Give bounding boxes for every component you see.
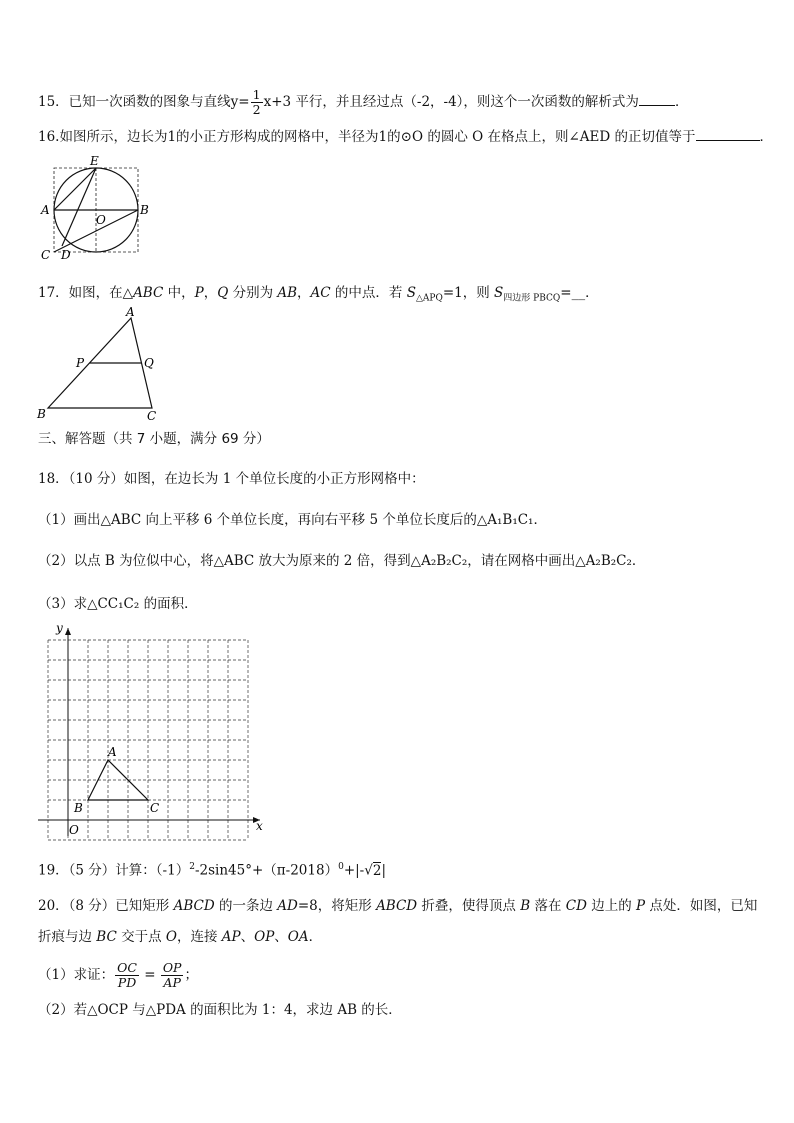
q20-l2d: 、: [240, 929, 255, 945]
q17-label-q: Q: [144, 356, 154, 370]
q17-line: [38, 284, 599, 308]
q17-point-q: Q: [217, 285, 229, 301]
q17-label-p: P: [76, 356, 85, 370]
q20-seg-ap: AP: [221, 929, 241, 945]
q20-point-o: O: [165, 929, 177, 945]
q17-text-h: =__．: [560, 285, 599, 301]
q17-text-a: 17．如图，在△: [38, 285, 134, 301]
q15-line: [38, 88, 688, 117]
q20-l2f: ．: [308, 929, 323, 945]
q17-side-ac: AC: [310, 285, 331, 301]
q19-text-d: |: [381, 862, 386, 879]
q20-l1f: 边上的: [586, 898, 636, 914]
q20-equals: =: [139, 967, 160, 983]
q20-point-p: P: [636, 898, 646, 914]
q19-text-b: -2sin45°+（π-2018）: [194, 862, 339, 879]
q20-part1: [38, 960, 198, 990]
q17-area-s2-sub: 四边形 PBCQ: [503, 293, 561, 304]
q15-end: ．: [674, 94, 689, 110]
q17-area-s1-sub: △APQ: [415, 293, 443, 304]
q16-line: [38, 126, 773, 146]
q19-text-c: +|-: [343, 862, 365, 879]
q16-label-b: B: [140, 203, 149, 217]
q15-text-a: 15．已知一次函数的图象与直线y=: [38, 94, 250, 110]
q18-label-c: C: [150, 801, 160, 815]
q17-text-e: ，: [297, 285, 311, 301]
q17-text-f: 的中点．若: [330, 285, 407, 301]
q17-triangle-abc: ABC: [133, 285, 164, 301]
q20-line2: [38, 928, 322, 946]
q15-frac-den: 2: [252, 102, 261, 117]
q18-label-o: O: [69, 823, 79, 837]
q18-grid-figure: [36, 622, 276, 838]
q18-label-a: A: [108, 745, 117, 759]
q20-l1e: 落在: [530, 898, 566, 914]
q16-text: 16.如图所示，边长为1的小正方形构成的网格中，半径为1的⊙O 的圆心 O 在格点上，则∠AED 的正切值等于: [38, 129, 696, 145]
q19-exp-2: 2: [189, 862, 195, 872]
q20-rect-abcd-2: ABCD: [376, 898, 418, 914]
q16-label-a: A: [41, 203, 50, 217]
q17-text-b: 中，: [163, 285, 195, 301]
q18-part3: （3）求△CC₁C₂ 的面积．: [38, 596, 198, 612]
q19-sqrt-sign: √: [364, 862, 373, 879]
q16-answer-blank: [696, 126, 760, 141]
q20-l1d: 折叠，使得顶点: [417, 898, 521, 914]
q20-fraction-2: [161, 961, 184, 990]
q19-radicand: 2: [372, 862, 382, 879]
q16-label-e: E: [90, 154, 99, 168]
q17-text-g: =1，则: [442, 285, 495, 301]
q20-line1: [38, 897, 757, 915]
q20-l1b: 的一条边: [214, 898, 278, 914]
q20-l1a: 20．（8 分）已知矩形: [38, 898, 174, 914]
q18-part2: （2）以点 B 为位似中心，将△ABC 放大为原来的 2 倍，得到△A₂B₂C₂，请在网格中画出△A₂B₂C₂．: [38, 553, 646, 569]
q17-label-a: A: [126, 305, 135, 319]
q20-f2-den: AP: [163, 975, 181, 990]
q19-line: [38, 858, 386, 880]
q20-side-ad: AD: [277, 898, 298, 914]
q20-seg-oa: OA: [287, 929, 309, 945]
q15-frac-num: 1: [252, 87, 261, 102]
q20-rect-abcd: ABCD: [173, 898, 215, 914]
q19-text-a: 19．（5 分）计算：（-1）: [38, 862, 190, 879]
q19-exp-0: 0: [338, 862, 344, 872]
q20-l2c: ，连接: [176, 929, 222, 945]
q18-label-b: B: [74, 801, 83, 815]
q18-label-x: x: [256, 819, 263, 833]
q17-side-ab: AB: [277, 285, 298, 301]
q18-part1: （1）画出△ABC 向上平移 6 个单位长度，再向右平移 5 个单位长度后的△A₁B₁C₁．: [38, 512, 547, 528]
q16-label-o: O: [96, 213, 106, 227]
q20-part2: （2）若△OCP 与△PDA 的面积比为 1：4，求边 AB 的长．: [38, 1002, 402, 1018]
q17-area-s2: S: [494, 285, 504, 301]
q20-l2b: 交于点: [116, 929, 166, 945]
q18-y-arrow: [65, 628, 71, 635]
q17-label-c: C: [147, 409, 157, 423]
q17-label-b: B: [37, 407, 46, 421]
q15-answer-blank: [639, 91, 675, 106]
q20-side-bc: BC: [96, 929, 117, 945]
q16-end: ．: [759, 129, 773, 145]
q20-l2e: 、: [274, 929, 288, 945]
q18-label-y: y: [56, 621, 63, 635]
q20-fraction-1: [115, 961, 139, 990]
section-heading: 三、解答题（共 7 小题，满分 69 分）: [38, 431, 270, 447]
q20-f1-den: PD: [117, 975, 137, 990]
q17-point-p: P: [194, 285, 204, 301]
q20-f2-num: OP: [162, 960, 182, 975]
q20-p1b: ；: [184, 967, 198, 983]
q20-seg-op: OP: [254, 929, 275, 945]
q15-fraction: [251, 88, 263, 117]
q20-l1c: =8，将矩形: [297, 898, 377, 914]
q17-text-c: ，: [203, 285, 218, 301]
q18-stem: 18．（10 分）如图，在边长为 1 个单位长度的小正方形网格中：: [38, 471, 425, 487]
q20-l2a: 折痕与边: [38, 929, 97, 945]
q16-label-c: C: [41, 248, 51, 262]
q20-f1-num: OC: [117, 960, 137, 975]
q16-label-d: D: [61, 248, 71, 262]
q20-p1a: （1）求证：: [38, 967, 115, 983]
q17-area-s1: S: [406, 285, 416, 301]
q16-figure: [36, 152, 149, 262]
q20-side-cd: CD: [565, 898, 587, 914]
q17-figure: [34, 305, 164, 424]
q20-l1g: 点处．如图，已知: [645, 898, 758, 914]
q15-text-b: x+3 平行，并且经过点（-2，-4），则这个一次函数的解析式为: [263, 94, 639, 110]
q20-vertex-b: B: [520, 898, 531, 914]
q17-text-d: 分别为: [228, 285, 278, 301]
